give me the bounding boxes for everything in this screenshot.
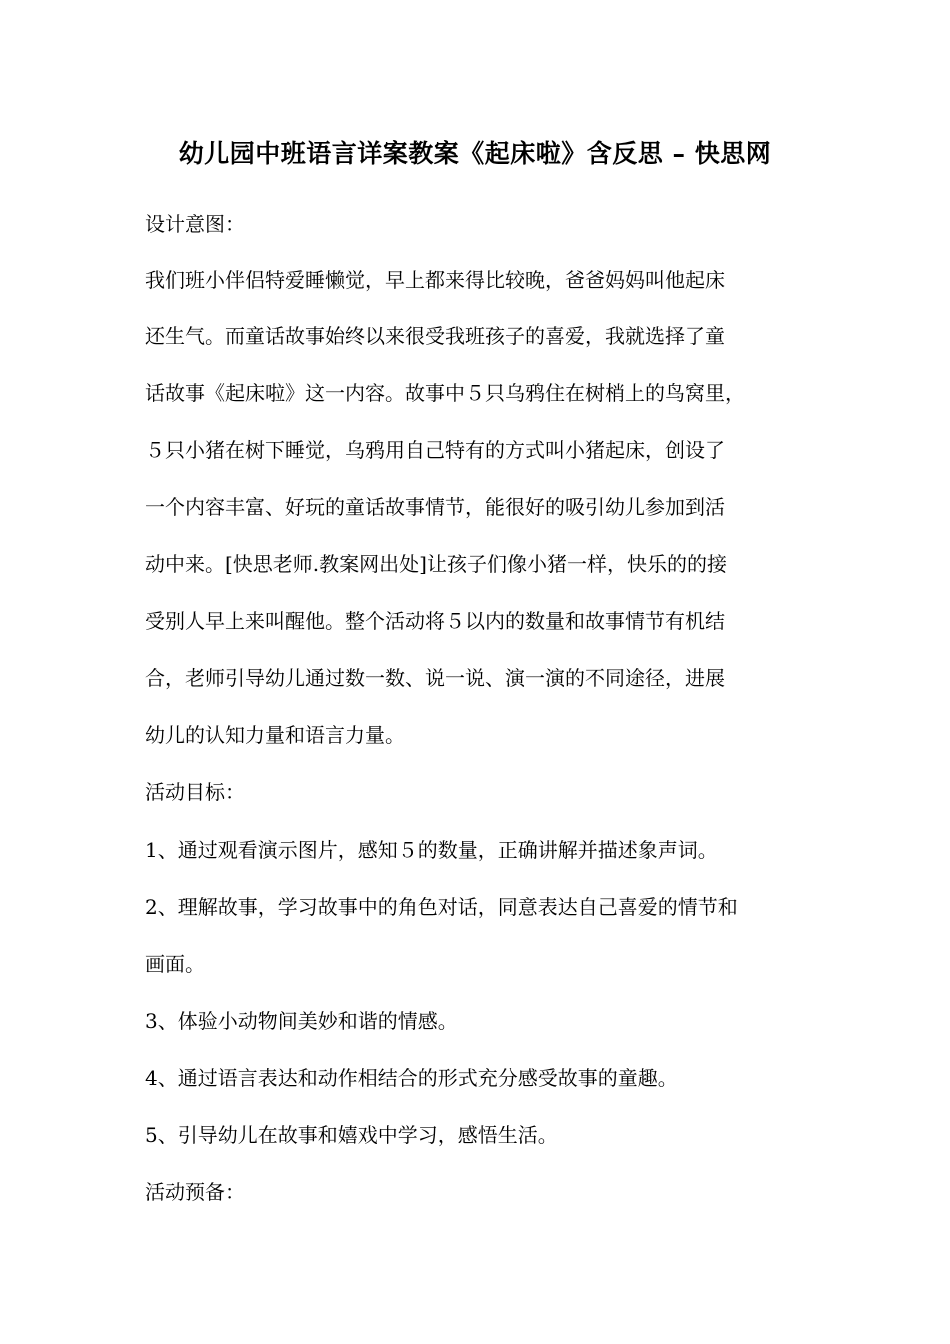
paragraph-line: 我们班小伴侣特爱睡懒觉，早上都来得比较晚，爸爸妈妈叫他起床 bbox=[145, 268, 725, 292]
section-heading-activity-preparation: 活动预备： bbox=[145, 1180, 245, 1204]
list-item: 2、理解故事，学习故事中的角色对话，同意表达自己喜爱的情节和 bbox=[145, 895, 738, 919]
list-item: 4、通过语言表达和动作相结合的形式充分感受故事的童趣。 bbox=[145, 1066, 678, 1090]
paragraph-line: 一个内容丰富、好玩的童话故事情节，能很好的吸引幼儿参加到活 bbox=[145, 495, 725, 519]
document-title: 幼儿园中班语言详案教案《起床啦》含反思 – 快思网 bbox=[178, 139, 772, 168]
paragraph-line: 合，老师引导幼儿通过数一数、说一说、演一演的不同途径，进展 bbox=[145, 666, 725, 690]
list-item: 1、通过观看演示图片，感知５的数量，正确讲解并描述象声词。 bbox=[145, 838, 718, 862]
paragraph-line: 话故事《起床啦》这一内容。故事中５只乌鸦住在树梢上的鸟窝里， bbox=[145, 381, 745, 405]
paragraph-line: 还生气。而童话故事始终以来很受我班孩子的喜爱，我就选择了童 bbox=[145, 324, 725, 348]
section-heading-activity-goals: 活动目标： bbox=[145, 780, 245, 804]
section-heading-design-intent: 设计意图： bbox=[145, 212, 245, 236]
paragraph-line: 动中来。[快思老师.教案网出处]让孩子们像小猪一样，快乐的的接 bbox=[145, 552, 727, 576]
list-item: 3、体验小动物间美妙和谐的情感。 bbox=[145, 1009, 458, 1033]
paragraph-line: 幼儿的认知力量和语言力量。 bbox=[145, 723, 405, 747]
paragraph-line: 受别人早上来叫醒他。整个活动将５以内的数量和故事情节有机结 bbox=[145, 609, 725, 633]
paragraph-line: ５只小猪在树下睡觉，乌鸦用自己特有的方式叫小猪起床，创设了 bbox=[145, 438, 725, 462]
list-item: 5、引导幼儿在故事和嬉戏中学习，感悟生活。 bbox=[145, 1123, 558, 1147]
list-item-continuation: 画面。 bbox=[145, 952, 205, 976]
